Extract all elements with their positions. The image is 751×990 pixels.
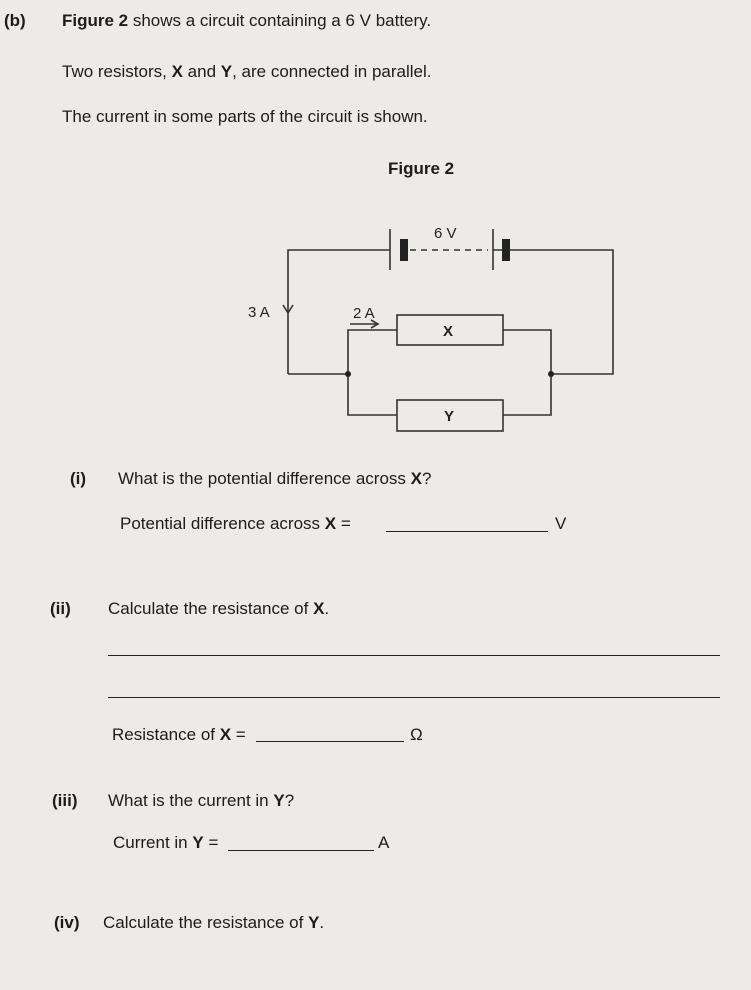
q3-answer-line[interactable] [228,850,374,851]
battery-label: 6 V [434,225,457,242]
q2-answer-line[interactable] [256,741,404,742]
q1-question-end: ? [421,469,432,488]
q3-answer-var: Y [192,833,204,852]
q4-question-text: Calculate the resistance of [103,913,309,932]
current-branch-label: 2 A [353,305,375,322]
figure-title: Figure 2 [388,159,455,178]
q3-question-text: What is the current in [108,791,274,810]
wire-right [493,250,613,374]
branch-y-right [503,374,551,415]
intro-x: X [171,62,183,81]
q2-answer-eq: = [231,725,246,744]
q2-question-text: Calculate the resistance of [108,599,314,618]
q2-working-line-2[interactable] [108,697,720,698]
q2-question-var: X [313,599,325,618]
resistor-y-label: Y [444,408,455,425]
q2-number: (ii) [50,599,71,618]
q1-question-text: What is the potential difference across [118,469,411,488]
q2-working-line-1[interactable] [108,655,720,656]
intro-line-1-text: shows a circuit containing a 6 V battery. [128,11,432,30]
q1-answer-var: X [324,514,337,533]
q1-unit: V [555,514,567,533]
q4-number: (iv) [54,913,80,932]
part-label: (b) [4,11,26,30]
q1-question-var: X [410,469,422,488]
q3-unit: A [378,833,390,852]
cell-2-short [502,239,510,261]
q2-answer-label [112,726,246,743]
q3-number: (iii) [52,791,78,810]
intro-y: Y [220,62,233,81]
q1-number: (i) [70,469,87,488]
q1-answer-line[interactable] [386,531,548,532]
q3-answer-eq: = [203,833,219,852]
q2-answer-var: X [219,725,232,744]
q2-question-end: . [324,599,330,618]
intro-line-2-c: , are connected in parallel. [232,62,432,81]
junction-dot-left [345,371,351,377]
q3-answer-text: Current in [113,833,193,852]
intro-line-3: The current in some parts of the circuit is shown. [62,107,428,126]
intro-line-2-a: Two resistors, [62,62,172,81]
branch-y-left [348,374,397,415]
q4-question-end: . [319,913,325,932]
q1-question [118,470,431,487]
q3-question-var: Y [273,791,285,810]
q4-question-var: Y [308,913,320,932]
branch-x-left [348,330,397,374]
q2-question [108,600,329,617]
q2-answer-text: Resistance of [112,725,220,744]
wire-left [288,250,390,374]
cell-1-short [400,239,408,261]
branch-x-right [503,330,551,374]
q1-answer-eq: = [336,514,351,533]
junction-dot-right [548,371,554,377]
figure-ref: Figure 2 [62,11,129,30]
q3-question-end: ? [284,791,295,810]
q1-answer-label [120,515,351,532]
q2-unit: Ω [410,725,423,744]
resistor-x-label: X [443,323,454,340]
q3-answer-label [113,834,218,851]
q1-answer-text: Potential difference across [120,514,325,533]
q4-question [103,914,324,931]
q3-question [108,792,294,809]
intro-line-2-b: and [182,62,221,81]
current-main-label: 3 A [248,304,270,321]
